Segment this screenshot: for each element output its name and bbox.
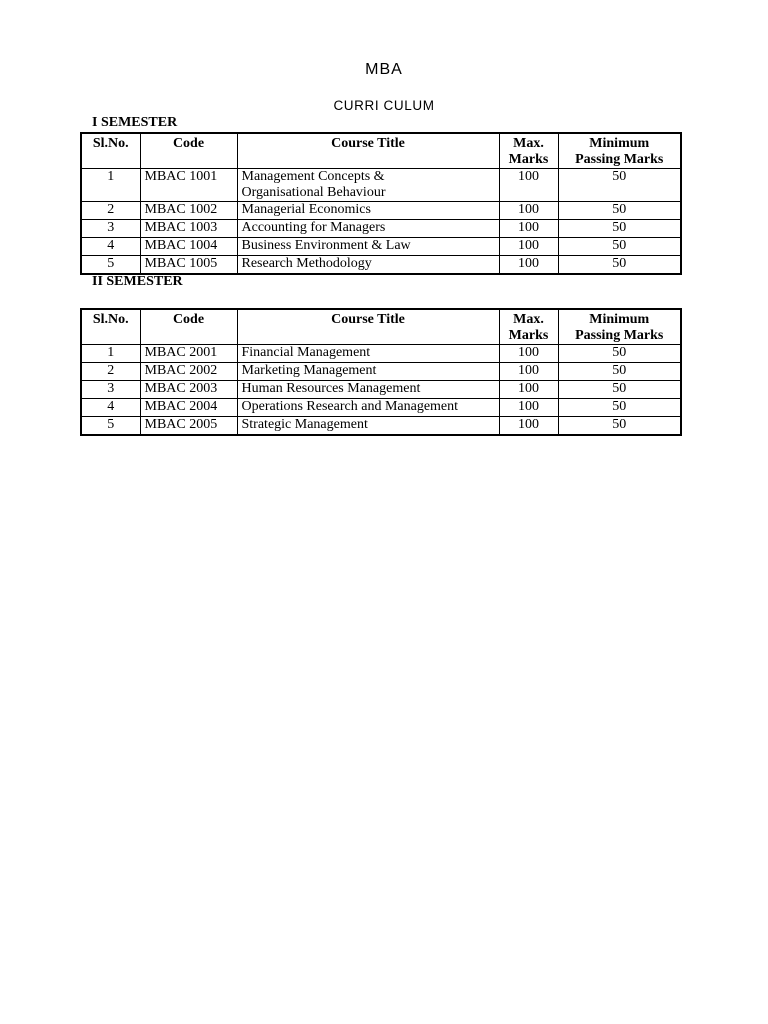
header-max-line1: Max. [513,312,544,327]
cell-title: Managerial Economics [237,202,499,220]
cell-title [237,169,499,202]
cell-code: MBAC 2002 [140,363,237,381]
header-code: Code [140,133,237,169]
header-min-line1: Minimum [589,136,650,151]
header-title: Course Title [237,309,499,345]
cell-title: Human Resources Management [237,381,499,399]
cell-sl: 5 [81,256,140,275]
table-row [81,256,681,275]
header-max-marks [499,133,558,169]
cell-max-marks: 100 [499,417,558,436]
cell-sl: 3 [81,220,140,238]
table-row [81,345,681,363]
header-sl: Sl.No. [81,309,140,345]
cell-max-marks: 100 [499,345,558,363]
page-subtitle: CURRI CULUM [333,98,435,113]
table-row [81,381,681,399]
cell-code: MBAC 1005 [140,256,237,275]
cell-code: MBAC 1003 [140,220,237,238]
cell-max-marks: 100 [499,399,558,417]
cell-sl: 4 [81,399,140,417]
cell-max-marks: 100 [499,220,558,238]
semester-2-table [80,308,682,436]
semester-2-label: II SEMESTER [92,274,183,289]
cell-title: Operations Research and Management [237,399,499,417]
header-max-line1: Max. [513,136,544,151]
table-header-row [81,309,681,345]
cell-min-marks: 50 [558,220,681,238]
cell-title: Accounting for Managers [237,220,499,238]
cell-min-marks: 50 [558,399,681,417]
cell-min-marks: 50 [558,238,681,256]
cell-max-marks: 100 [499,381,558,399]
table-row [81,363,681,381]
header-min-line2: Passing Marks [575,152,664,167]
table-header-row [81,133,681,169]
header-min-line2: Passing Marks [575,328,664,343]
header-min-line1: Minimum [589,312,650,327]
cell-title-line1: Management Concepts & [241,169,385,184]
semester-1-table [80,132,682,275]
header-sl: Sl.No. [81,133,140,169]
table-row [81,417,681,436]
cell-sl: 3 [81,381,140,399]
cell-min-marks: 50 [558,256,681,275]
cell-sl: 2 [81,202,140,220]
header-max-marks [499,309,558,345]
cell-title: Research Methodology [237,256,499,275]
cell-sl: 5 [81,417,140,436]
header-title: Course Title [237,133,499,169]
table-row [81,169,681,202]
cell-title-line2: Organisational Behaviour [241,185,386,200]
cell-sl: 4 [81,238,140,256]
cell-max-marks: 100 [499,169,558,202]
cell-code: MBAC 2003 [140,381,237,399]
cell-title: Strategic Management [237,417,499,436]
cell-min-marks: 50 [558,345,681,363]
cell-min-marks: 50 [558,169,681,202]
cell-min-marks: 50 [558,363,681,381]
cell-min-marks: 50 [558,417,681,436]
cell-code: MBAC 2005 [140,417,237,436]
header-max-line2: Marks [508,152,549,167]
table-row [81,399,681,417]
cell-min-marks: 50 [558,202,681,220]
cell-title: Business Environment & Law [237,238,499,256]
table-row [81,238,681,256]
cell-code: MBAC 2001 [140,345,237,363]
cell-code: MBAC 2004 [140,399,237,417]
cell-code: MBAC 1002 [140,202,237,220]
table-row [81,202,681,220]
cell-sl: 2 [81,363,140,381]
cell-title: Marketing Management [237,363,499,381]
table-row [81,220,681,238]
header-max-line2: Marks [508,328,549,343]
cell-code: MBAC 1001 [140,169,237,202]
header-code: Code [140,309,237,345]
cell-max-marks: 100 [499,363,558,381]
cell-min-marks: 50 [558,381,681,399]
cell-max-marks: 100 [499,238,558,256]
semester-1-label: I SEMESTER [92,115,178,130]
header-min-marks [558,133,681,169]
cell-max-marks: 100 [499,202,558,220]
cell-sl: 1 [81,345,140,363]
header-min-marks [558,309,681,345]
cell-title: Financial Management [237,345,499,363]
cell-code: MBAC 1004 [140,238,237,256]
cell-max-marks: 100 [499,256,558,275]
page-title: MBA [365,61,403,78]
cell-sl: 1 [81,169,140,202]
